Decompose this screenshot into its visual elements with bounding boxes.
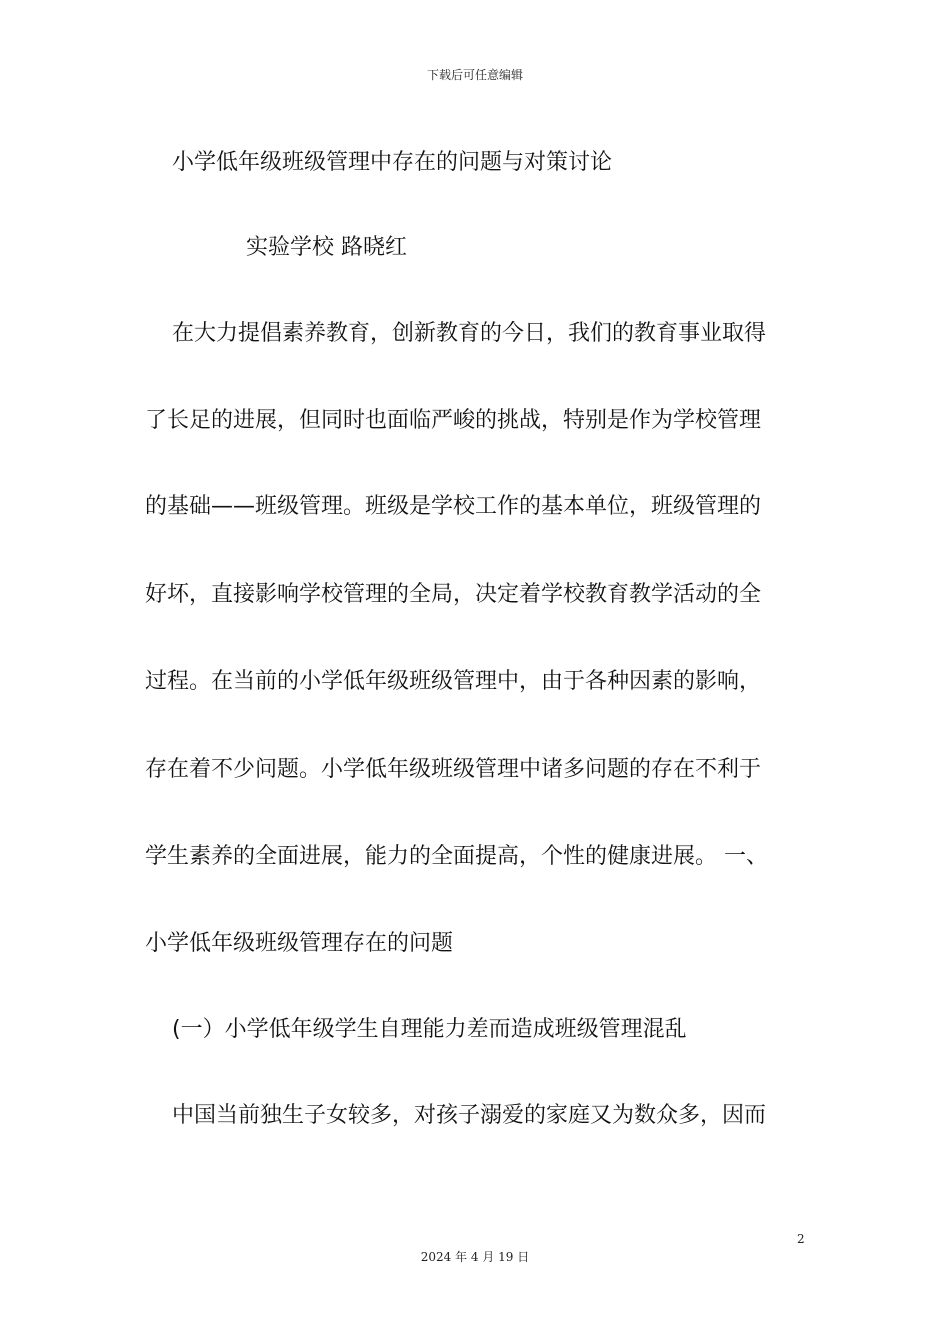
section-heading: 小学低年级班级管理存在的问题 <box>145 931 454 956</box>
body-line: 的基础——班级管理。班级是学校工作的基本单位，班级管理的 <box>145 494 762 519</box>
document-author: 实验学校 路晓红 <box>246 235 407 260</box>
page-number: 2 <box>797 1232 805 1246</box>
body-line: 在大力提倡素养教育，创新教育的今日，我们的教育事业取得 <box>172 321 767 346</box>
body-line: 了长足的进展，但同时也面临严峻的挑战，特别是作为学校管理 <box>145 408 762 433</box>
body-line: 存在着不少问题。小学低年级班级管理中诸多问题的存在不利于 <box>145 757 762 782</box>
header-note: 下载后可任意编辑 <box>426 68 523 82</box>
body-line: 过程。在当前的小学低年级班级管理中，由于各种因素的影响， <box>145 669 762 694</box>
document-title: 小学低年级班级管理中存在的问题与对策讨论 <box>172 150 613 175</box>
body-line: 中国当前独生子女较多，对孩子溺爱的家庭又为数众多，因而 <box>172 1103 767 1128</box>
subsection-heading: (一）小学低年级学生自理能力差而造成班级管理混乱 <box>172 1017 687 1042</box>
body-line: 学生素养的全面进展，能力的全面提高，个性的健康进展。 一、 <box>145 844 768 869</box>
body-line: 好坏，直接影响学校管理的全局，决定着学校教育教学活动的全 <box>145 582 762 607</box>
footer-date: 2024 年 4 月 19 日 <box>420 1250 530 1264</box>
